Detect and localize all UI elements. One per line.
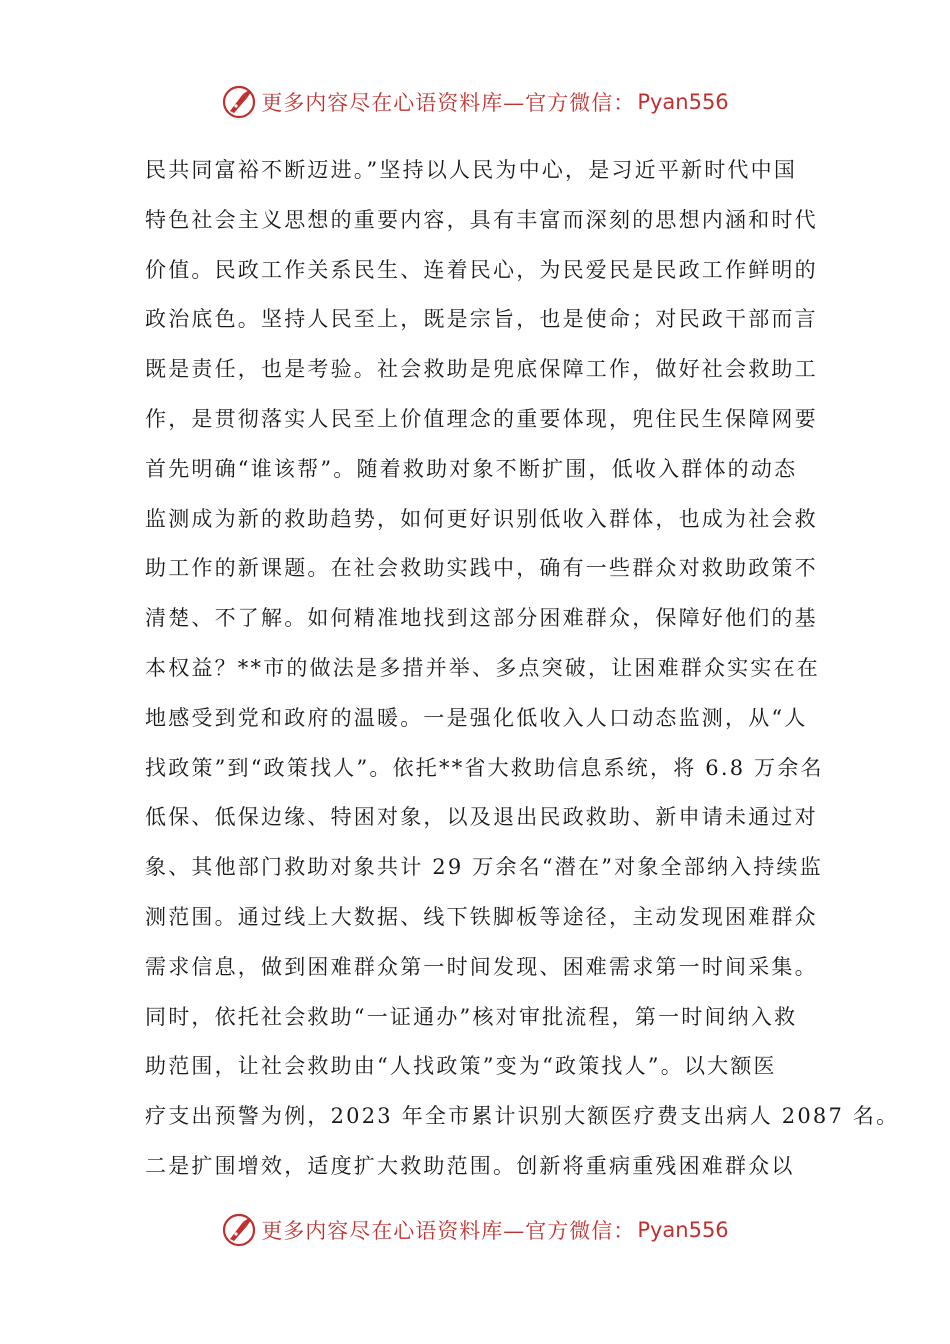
body-line: 疗支出预警为例，2023 年全市累计识别大额医疗费支出病人 2087 名。 — [145, 1104, 900, 1129]
body-line: 测范围。通过线上大数据、线下铁脚板等途径，主动发现困难群众 — [145, 904, 818, 929]
body-line: 既是责任，也是考验。社会救助是兜底保障工作，做好社会救助工 — [145, 357, 818, 382]
header-watermark-text: 更多内容尽在心语资料库—官方微信： — [261, 91, 636, 115]
body-line: 作，是贯彻落实人民至上价值理念的重要体现，兜住民生保障网要 — [145, 406, 818, 431]
body-line: 同时，依托社会救助“一证通办”核对审批流程，第一时间纳入救 — [145, 1004, 798, 1029]
header-wechat-id: Pyan556 — [637, 90, 729, 114]
pen-nib-logo-icon — [221, 84, 257, 120]
footer-watermark-text: 更多内容尽在心语资料库—官方微信： — [261, 1219, 636, 1243]
body-line: 民共同富裕不断迈进。”坚持以人民为中心，是习近平新时代中国 — [145, 158, 798, 182]
footer-watermark — [0, 1210, 950, 1250]
body-line: 助工作的新课题。在社会救助实践中，确有一些群众对救助政策不 — [145, 556, 818, 581]
header-watermark — [0, 82, 950, 122]
body-line: 低保、低保边缘、特困对象，以及退出民政救助、新申请未通过对 — [145, 805, 818, 830]
body-line: 本权益？**市的做法是多措并举、多点突破，让困难群众实实在在 — [145, 655, 820, 680]
body-line: 价值。民政工作关系民生、连着民心，为民爱民是民政工作鲜明的 — [145, 257, 818, 282]
body-line: 助范围，让社会救助由“人找政策”变为“政策找人”。以大额医 — [145, 1054, 777, 1079]
document-body — [145, 146, 900, 1192]
body-line: 地感受到党和政府的温暖。一是强化低收入人口动态监测，从“人 — [145, 705, 808, 730]
body-line: 象、其他部门救助对象共计 29 万余名“潜在”对象全部纳入持续监 — [145, 855, 823, 880]
body-line: 首先明确“谁该帮”。随着救助对象不断扩围，低收入群体的动态 — [145, 456, 798, 481]
body-line: 需求信息，做到困难群众第一时间发现、困难需求第一时间采集。 — [145, 954, 818, 979]
body-line: 监测成为新的救助趋势，如何更好识别低收入群体，也成为社会救 — [145, 506, 818, 531]
footer-wechat-id: Pyan556 — [637, 1218, 729, 1242]
body-line: 找政策”到“政策找人”。依托**省大救助信息系统，将 6.8 万余名 — [145, 755, 824, 780]
body-line: 政治底色。坚持人民至上，既是宗旨，也是使命；对民政干部而言 — [145, 307, 818, 332]
body-line: 二是扩围增效，适度扩大救助范围。创新将重病重残困难群众以 — [145, 1153, 795, 1178]
body-line: 特色社会主义思想的重要内容，具有丰富而深刻的思想内涵和时代 — [145, 207, 818, 232]
pen-nib-logo-icon — [221, 1212, 257, 1248]
body-line: 清楚、不了解。如何精准地找到这部分困难群众，保障好他们的基 — [145, 606, 818, 631]
